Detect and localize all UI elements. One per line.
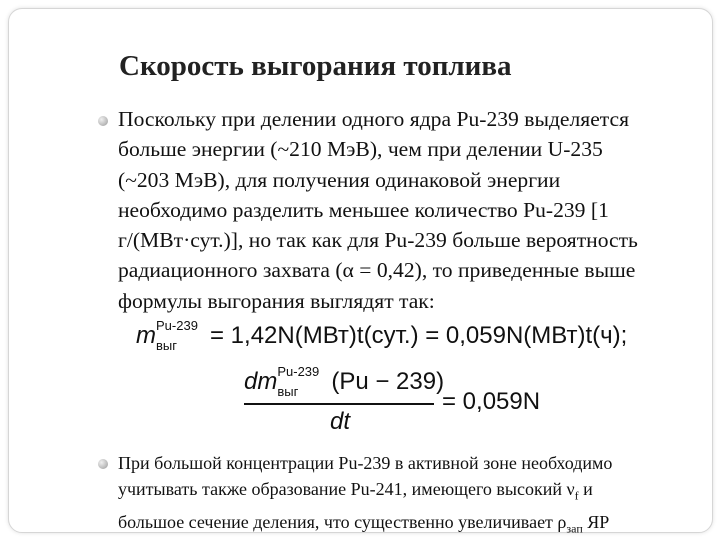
formula-sup: Pu-239: [277, 363, 320, 379]
formula-dm: dm: [244, 368, 278, 395]
burnup-formula-1: [136, 317, 628, 353]
formula-denominator: dt: [330, 408, 351, 435]
bullet-2-text: [118, 450, 698, 541]
fraction-bar: [244, 403, 434, 405]
text-line: г/(МВт·сут.)], но так как для Pu-239 больше вероятность: [118, 228, 638, 253]
text-segment: и: [578, 479, 593, 499]
slide-title: Скорость выгорания топлива: [119, 50, 512, 82]
text-line: (~203 МэВ), для получения одинаковой энергии: [118, 167, 561, 192]
nu-subscript: f: [574, 488, 579, 503]
bullet-icon: [98, 116, 108, 126]
text-line: необходимо разделить меньшее количество Pu-239 [1: [118, 197, 609, 222]
text-segment: учитывать также образование Pu-241, имеющего высокий: [118, 479, 567, 499]
text-line: [118, 509, 698, 541]
nu-symbol: ν: [566, 479, 575, 499]
text-line: При большой концентрации Pu-239 в активной зоне необходимо: [118, 453, 613, 473]
formula-indices: [277, 363, 331, 399]
text-line: [118, 476, 698, 509]
formula-rhs: = 1,42N(МВт)t(сут.) = 0,059N(МВт)t(ч);: [210, 322, 628, 349]
rho-subscript: зап: [566, 521, 583, 536]
formula-2-rhs: [442, 388, 540, 416]
bullet-icon: [98, 459, 108, 469]
text-segment: большое сечение деления, что существенно увеличивает: [118, 511, 558, 532]
bullet-1-text: [118, 104, 703, 316]
formula-sub: выг: [277, 383, 299, 399]
rho-symbol: ρ: [557, 511, 567, 532]
burnup-formula-2: [244, 363, 445, 438]
formula-m: m: [136, 322, 156, 349]
formula-indices: [156, 317, 210, 353]
text-line: Поскольку при делении одного ядра Pu-239 выделяется: [118, 107, 630, 131]
formula-sup: Pu-239: [156, 317, 198, 333]
text-line: формулы выгорания выглядят так:: [118, 288, 435, 313]
formula-sub: выг: [156, 337, 177, 353]
text-segment: ЯР: [582, 511, 610, 532]
formula-rhs: = 0,059N: [442, 388, 541, 415]
text-line: больше энергии (~210 МэВ), чем при делении U-235: [118, 137, 603, 162]
formula-numerator-paren: (Pu − 239): [331, 368, 445, 395]
text-line: радиационного захвата (α = 0,42), то приведенные выше: [118, 258, 636, 283]
